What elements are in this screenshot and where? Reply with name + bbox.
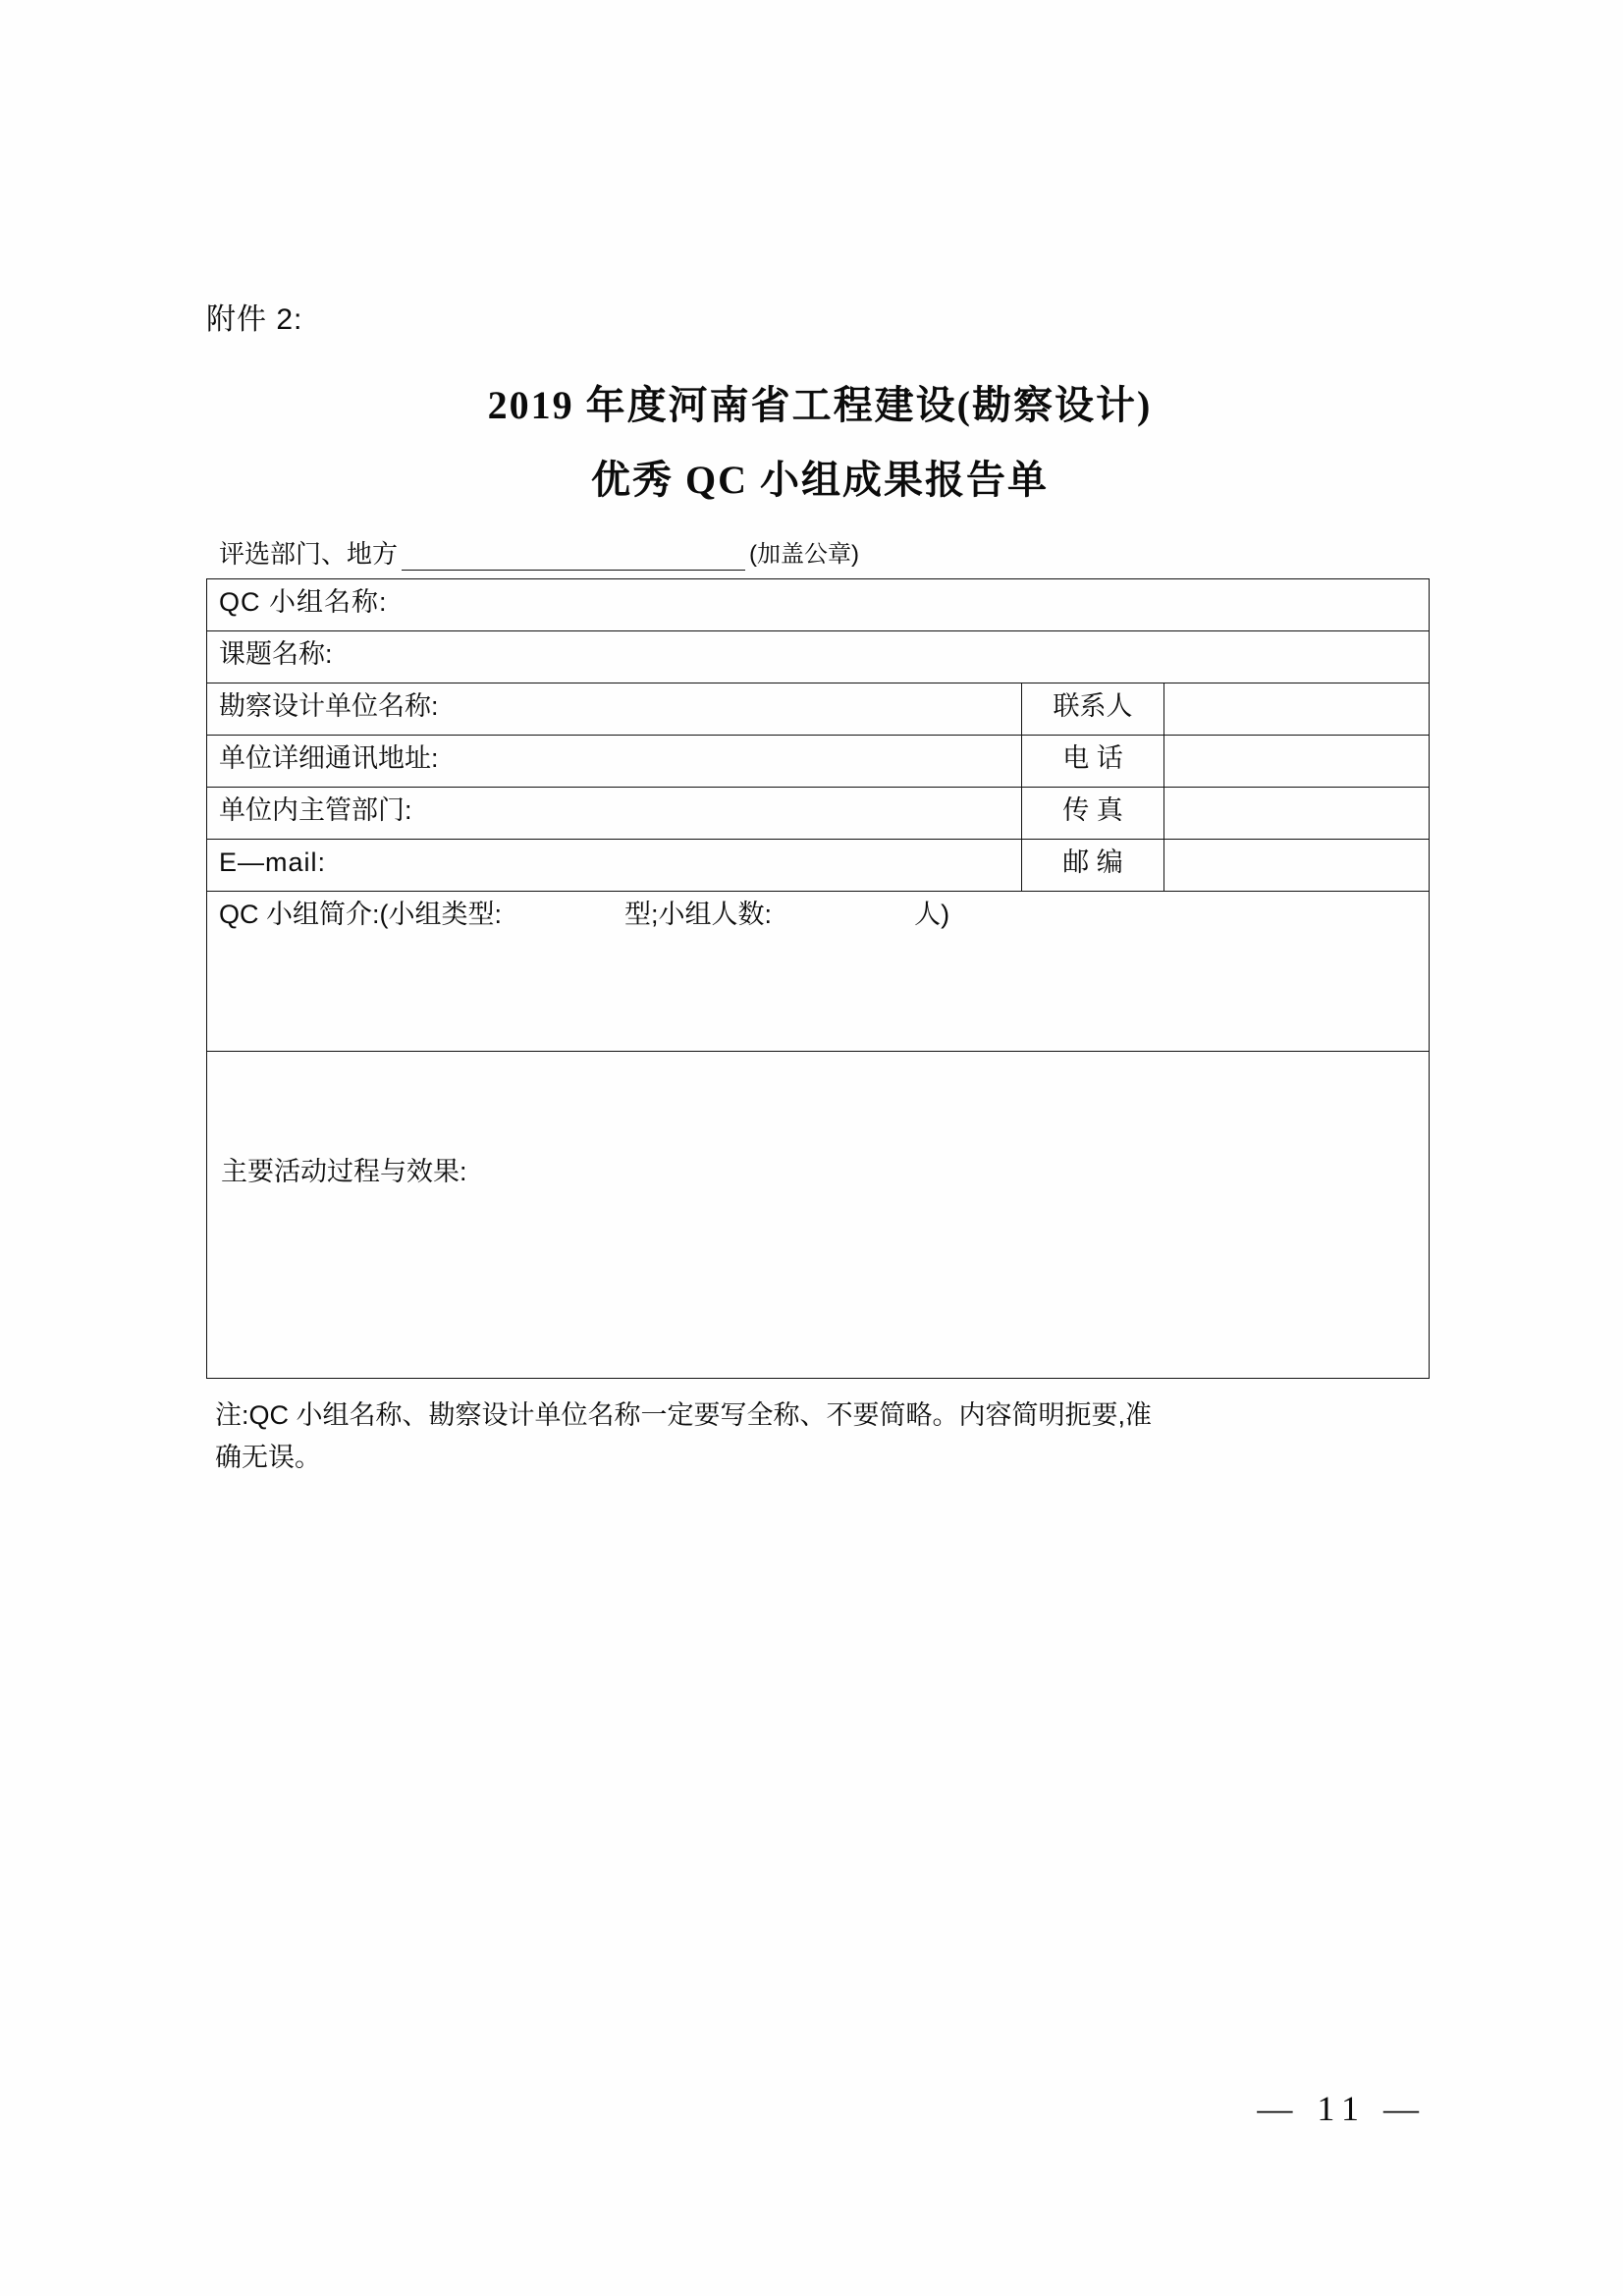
field-topic-name[interactable] bbox=[207, 631, 1430, 683]
field-group-name[interactable] bbox=[207, 579, 1430, 631]
evaluation-dept-input[interactable] bbox=[402, 544, 745, 571]
field-email[interactable] bbox=[207, 840, 1022, 892]
table-row bbox=[207, 788, 1430, 840]
attachment-label: 附件 2: bbox=[206, 303, 303, 336]
evaluation-dept-label: 评选部门、地方 bbox=[219, 539, 399, 569]
field-phone-label: 电 话 bbox=[1022, 736, 1164, 788]
evaluation-dept-row bbox=[201, 534, 1438, 571]
field-contact-label: 联系人 bbox=[1022, 683, 1164, 736]
field-contact-value[interactable] bbox=[1164, 683, 1430, 736]
table-row bbox=[207, 840, 1430, 892]
form-note bbox=[201, 1394, 1433, 1479]
table-row bbox=[207, 892, 1430, 1052]
field-postcode-value[interactable] bbox=[1164, 840, 1430, 892]
table-row bbox=[207, 579, 1430, 631]
field-group-name-label: QC 小组名称: bbox=[219, 587, 388, 617]
field-fax-label: 传 真 bbox=[1022, 788, 1164, 840]
field-email-label: E—mail: bbox=[219, 847, 327, 877]
form-note-line1: 注:QC 小组名称、勘察设计单位名称一定要写全称、不要简略。内容简明扼要,准 bbox=[215, 1400, 1153, 1430]
field-group-intro[interactable] bbox=[207, 892, 1430, 1052]
table-row bbox=[207, 683, 1430, 736]
table-row bbox=[207, 1052, 1430, 1379]
field-phone-value[interactable] bbox=[1164, 736, 1430, 788]
field-activity-process[interactable] bbox=[207, 1052, 1430, 1379]
table-row bbox=[207, 736, 1430, 788]
field-postcode-label: 邮 编 bbox=[1022, 840, 1164, 892]
field-unit-name[interactable] bbox=[207, 683, 1022, 736]
field-group-intro-label-3: 人) bbox=[914, 900, 950, 929]
report-form-table bbox=[206, 578, 1430, 1379]
field-address-label: 单位详细通讯地址: bbox=[219, 743, 439, 773]
form-note-line2: 确无误。 bbox=[215, 1443, 321, 1473]
field-department[interactable] bbox=[207, 788, 1022, 840]
field-group-intro-label-2: 型;小组人数: bbox=[624, 900, 773, 929]
field-activity-label: 主要活动过程与效果: bbox=[221, 1157, 467, 1186]
field-unit-name-label: 勘察设计单位名称: bbox=[219, 691, 439, 721]
page-number: — 11 — bbox=[1257, 2089, 1427, 2128]
document-title-line2: 优秀 QC 小组成果报告单 bbox=[591, 458, 1049, 502]
official-seal-note: (加盖公章) bbox=[749, 541, 859, 568]
field-department-label: 单位内主管部门: bbox=[219, 795, 412, 825]
field-address[interactable] bbox=[207, 736, 1022, 788]
document-body bbox=[201, 295, 1438, 1479]
document-title-line1: 2019 年度河南省工程建设(勘察设计) bbox=[487, 383, 1153, 427]
table-row bbox=[207, 631, 1430, 683]
field-fax-value[interactable] bbox=[1164, 788, 1430, 840]
field-group-intro-label-1: QC 小组简介:(小组类型: bbox=[219, 900, 502, 929]
field-topic-name-label: 课题名称: bbox=[219, 639, 333, 669]
